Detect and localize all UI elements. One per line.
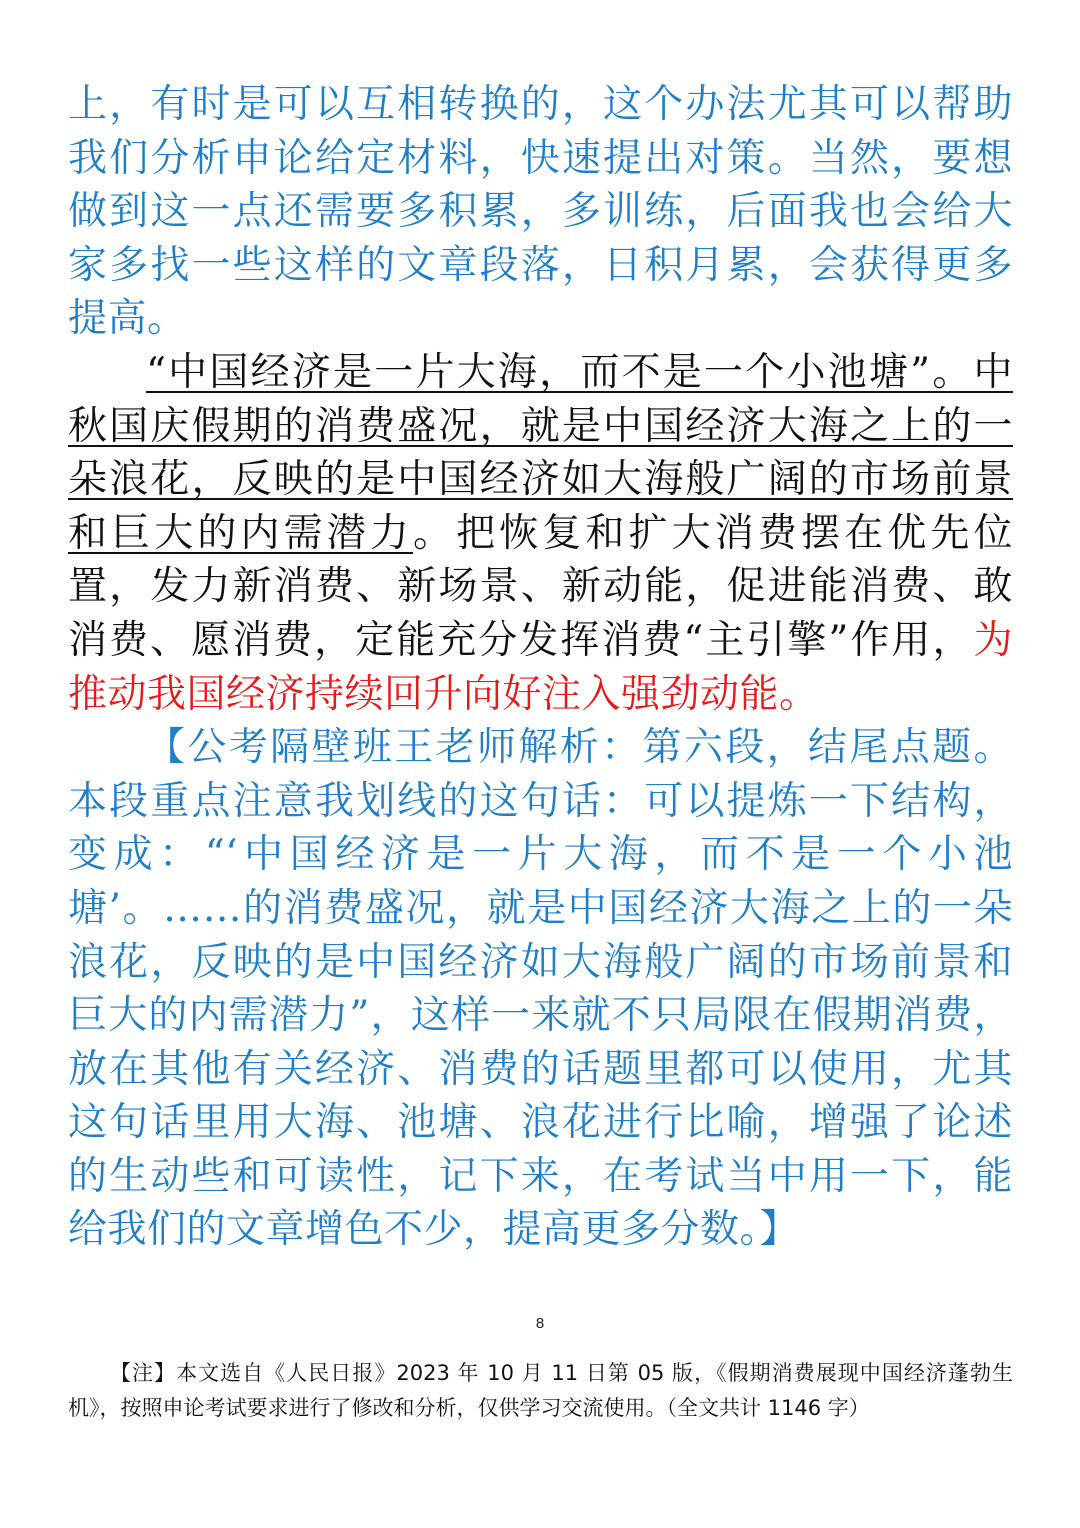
page-number: 8 bbox=[535, 1315, 545, 1332]
article-body bbox=[68, 78, 1013, 1257]
red-highlight-sentence: 为推动我国经济持续回升向好注入强劲动能。 bbox=[68, 617, 1013, 717]
teacher-analysis-paragraph: 【公考隔壁班王老师解析：第六段，结尾点题。本段重点注意我划线的这句话：可以提炼一下结构，变成：“‘中国经济是一片大海，而不是一个小池塘’。……的消费盛况，就是中国经济大海之上的一朵浪花，反映的是中国经济如大海般广阔的市场前景和巨大的内需潜力”，这样一来就不只局限在假期消费，放在其他有关经济、消费的话题里都可以使用，尤其这句话里用大海、池塘、浪花进行比喻，增强了论述的生动些和可读性，记下来，在考试当中用一下，能给我们的文章增色不少，提高更多分数。】 bbox=[68, 725, 1013, 1253]
analysis-paragraph-continued: 上，有时是可以互相转换的，这个办法尤其可以帮助我们分析申论给定材料，快速提出对策。当然，要想做到这一点还需要多积累，多训练，后面我也会给大家多找一些这样的文章段落，日积月累，会获得更多提高。 bbox=[68, 82, 1013, 342]
source-footnote: 【注】本文选自《人民日报》2023 年 10 月 11 日第 05 版，《假期消费展现中国经济蓬勃生机》，按照申论考试要求进行了修改和分析，仅供学习交流使用。（全文共计 1146 字） bbox=[68, 1361, 1013, 1420]
plain-sentence: 。把恢复和扩大消费摆在优先位置，发力新消费、新场景、新动能，促进能消费、敢消费、愿消费，定能充分发挥消费“主引擎”作用， bbox=[68, 510, 1013, 663]
underlined-key-sentence: “中国经济是一片大海，而不是一个小池塘”。中秋国庆假期的消费盛况，就是中国经济大海之上的一朵浪花，反映的是中国经济如大海般广阔的市场前景和巨大的内需潜力 bbox=[68, 349, 1013, 556]
article-paragraph-six bbox=[68, 346, 1013, 721]
